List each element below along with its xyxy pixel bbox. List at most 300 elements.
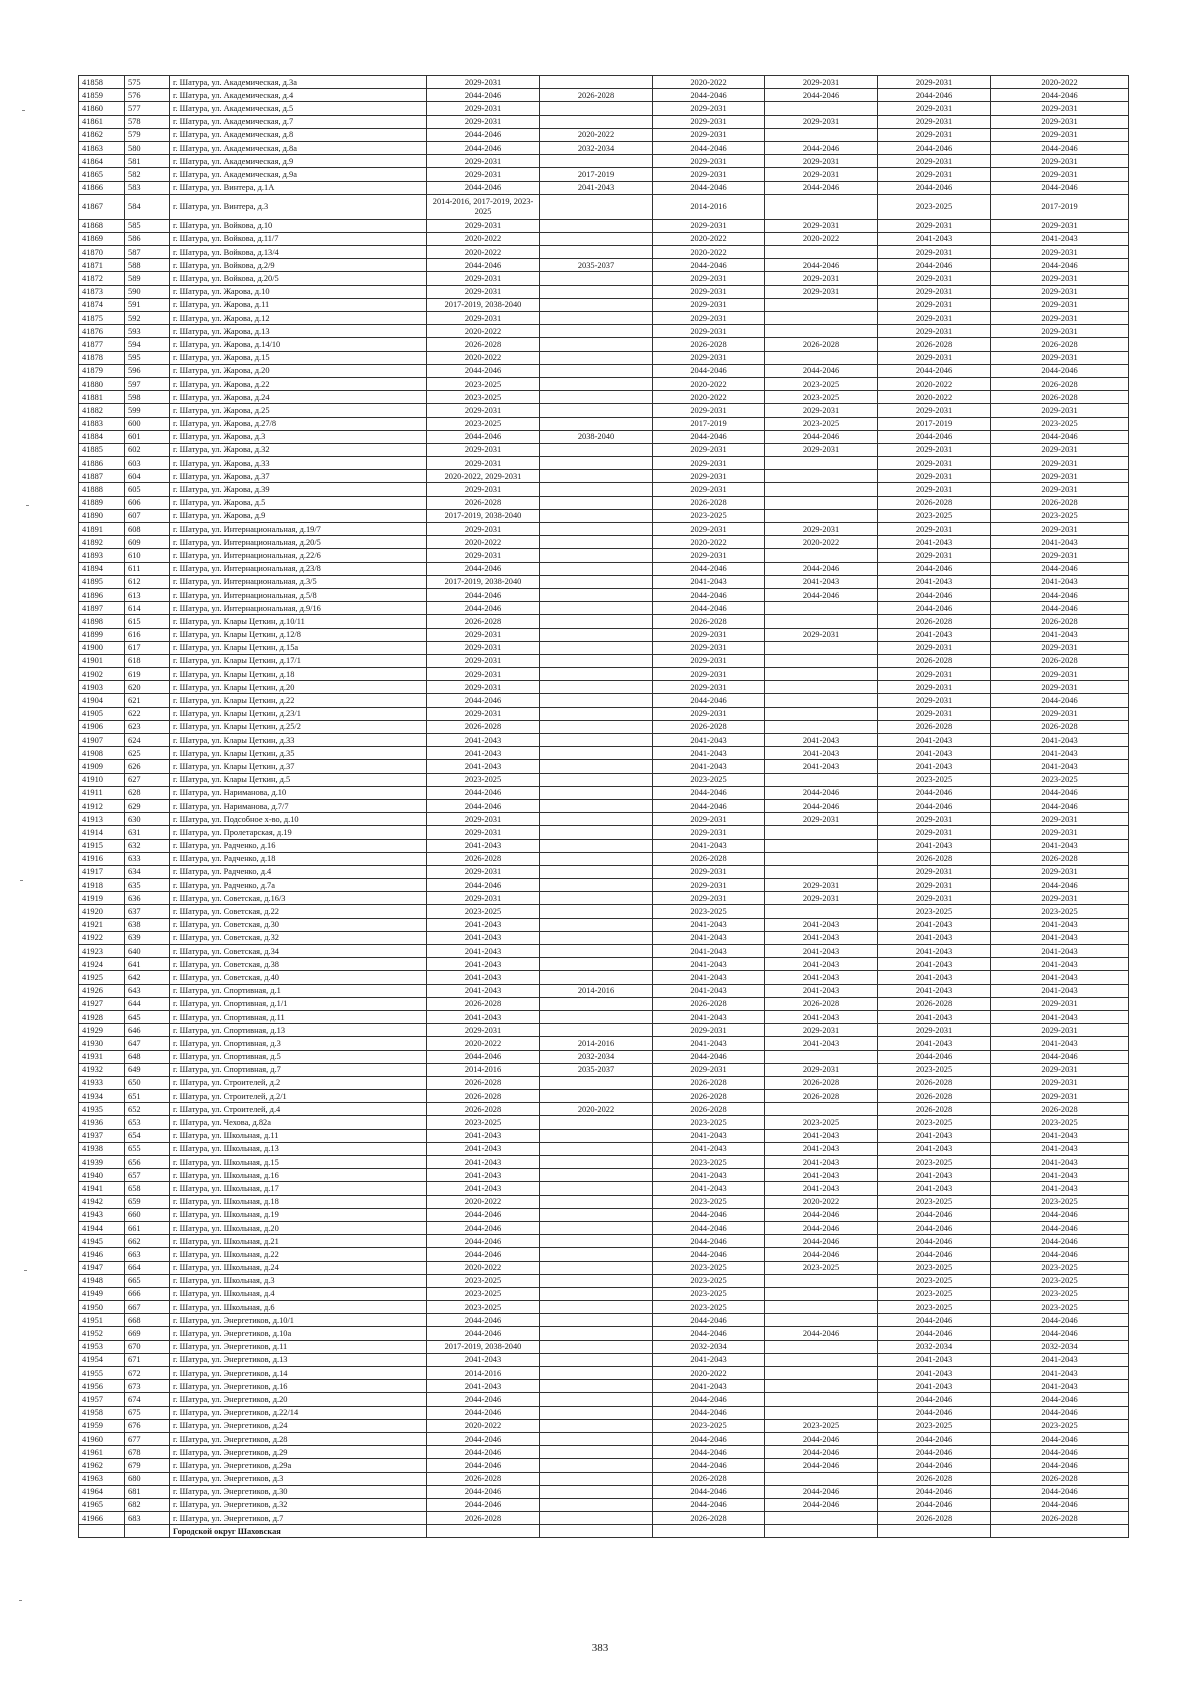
row-id-cell: 41931 bbox=[79, 1050, 125, 1063]
period-1-cell: 2029-2031 bbox=[427, 707, 540, 720]
period-3-cell: 2029-2031 bbox=[653, 351, 765, 364]
row-id-cell: 41907 bbox=[79, 734, 125, 747]
period-4-cell: 2023-2025 bbox=[765, 417, 878, 430]
period-5-cell: 2029-2031 bbox=[878, 443, 991, 456]
period-6-cell: 2041-2043 bbox=[991, 1142, 1129, 1155]
period-2-cell bbox=[540, 457, 653, 470]
period-2-cell bbox=[540, 1525, 653, 1538]
period-5-cell: 2029-2031 bbox=[878, 115, 991, 128]
row-number-cell: 650 bbox=[125, 1076, 170, 1089]
row-id-cell: 41895 bbox=[79, 575, 125, 588]
table-row bbox=[79, 457, 1129, 470]
period-6-cell: 2026-2028 bbox=[991, 377, 1129, 390]
row-number-cell: 577 bbox=[125, 102, 170, 115]
period-1-cell: 2044-2046 bbox=[427, 1235, 540, 1248]
period-2-cell bbox=[540, 404, 653, 417]
period-4-cell bbox=[765, 826, 878, 839]
period-3-cell: 2044-2046 bbox=[653, 1432, 765, 1445]
period-4-cell bbox=[765, 1367, 878, 1380]
row-id-cell: 41871 bbox=[79, 259, 125, 272]
period-6-cell: 2026-2028 bbox=[991, 1512, 1129, 1525]
row-number-cell: 601 bbox=[125, 430, 170, 443]
period-5-cell: 2041-2043 bbox=[878, 1367, 991, 1380]
period-5-cell: 2023-2025 bbox=[878, 1287, 991, 1300]
row-id-cell: 41884 bbox=[79, 430, 125, 443]
period-4-cell: 2029-2031 bbox=[765, 443, 878, 456]
period-4-cell: 2029-2031 bbox=[765, 813, 878, 826]
row-number-cell: 589 bbox=[125, 272, 170, 285]
table-row bbox=[79, 1235, 1129, 1248]
period-2-cell bbox=[540, 325, 653, 338]
period-6-cell: 2041-2043 bbox=[991, 1353, 1129, 1366]
row-number-cell: 678 bbox=[125, 1446, 170, 1459]
period-2-cell bbox=[540, 1498, 653, 1511]
row-id-cell: 41958 bbox=[79, 1406, 125, 1419]
period-6-cell: 2044-2046 bbox=[991, 562, 1129, 575]
row-id-cell: 41898 bbox=[79, 615, 125, 628]
period-4-cell: 2029-2031 bbox=[765, 892, 878, 905]
period-4-cell bbox=[765, 773, 878, 786]
row-id-cell: 41947 bbox=[79, 1261, 125, 1274]
period-5-cell: 2044-2046 bbox=[878, 1498, 991, 1511]
period-3-cell: 2029-2031 bbox=[653, 1024, 765, 1037]
period-4-cell bbox=[765, 905, 878, 918]
period-5-cell: 2044-2046 bbox=[878, 1050, 991, 1063]
period-4-cell bbox=[765, 496, 878, 509]
period-5-cell: 2029-2031 bbox=[878, 128, 991, 141]
table-row bbox=[79, 1208, 1129, 1221]
address-cell: г. Шатура, ул. Спортивная, д.1/1 bbox=[170, 997, 427, 1010]
row-id-cell: 41909 bbox=[79, 760, 125, 773]
period-5-cell: 2044-2046 bbox=[878, 1235, 991, 1248]
address-cell: г. Шатура, ул. Спортивная, д.11 bbox=[170, 1010, 427, 1023]
address-cell: г. Шатура, ул. Энергетиков, д.29 bbox=[170, 1446, 427, 1459]
period-1-cell: 2041-2043 bbox=[427, 1010, 540, 1023]
row-id-cell: 41873 bbox=[79, 285, 125, 298]
period-2-cell bbox=[540, 1248, 653, 1261]
period-3-cell: 2044-2046 bbox=[653, 1208, 765, 1221]
period-6-cell: 2041-2043 bbox=[991, 536, 1129, 549]
table-row bbox=[79, 536, 1129, 549]
row-id-cell: 41860 bbox=[79, 102, 125, 115]
table-row bbox=[79, 1116, 1129, 1129]
period-1-cell: 2029-2031 bbox=[427, 654, 540, 667]
row-number-cell: 643 bbox=[125, 984, 170, 997]
row-number-cell: 649 bbox=[125, 1063, 170, 1076]
scan-mark bbox=[22, 110, 25, 111]
period-3-cell: 2041-2043 bbox=[653, 931, 765, 944]
period-1-cell: 2029-2031 bbox=[427, 523, 540, 536]
period-5-cell: 2044-2046 bbox=[878, 602, 991, 615]
table-row bbox=[79, 232, 1129, 245]
period-5-cell: 2026-2028 bbox=[878, 496, 991, 509]
row-id-cell: 41868 bbox=[79, 219, 125, 232]
period-6-cell: 2041-2043 bbox=[991, 760, 1129, 773]
row-id-cell: 41930 bbox=[79, 1037, 125, 1050]
row-id-cell: 41919 bbox=[79, 892, 125, 905]
period-2-cell bbox=[540, 786, 653, 799]
period-2-cell: 2020-2022 bbox=[540, 128, 653, 141]
row-id-cell: 41940 bbox=[79, 1169, 125, 1182]
period-6-cell: 2044-2046 bbox=[991, 89, 1129, 102]
period-4-cell: 2041-2043 bbox=[765, 747, 878, 760]
period-4-cell: 2041-2043 bbox=[765, 760, 878, 773]
table-row bbox=[79, 312, 1129, 325]
row-number-cell: 590 bbox=[125, 285, 170, 298]
period-5-cell: 2029-2031 bbox=[878, 879, 991, 892]
period-2-cell bbox=[540, 773, 653, 786]
row-number-cell: 635 bbox=[125, 879, 170, 892]
period-3-cell: 2044-2046 bbox=[653, 1446, 765, 1459]
row-number-cell: 585 bbox=[125, 219, 170, 232]
period-3-cell: 2029-2031 bbox=[653, 826, 765, 839]
period-6-cell: 2023-2025 bbox=[991, 1419, 1129, 1432]
period-3-cell: 2029-2031 bbox=[653, 457, 765, 470]
period-1-cell: 2017-2019, 2038-2040 bbox=[427, 298, 540, 311]
period-3-cell: 2044-2046 bbox=[653, 89, 765, 102]
period-3-cell: 2029-2031 bbox=[653, 879, 765, 892]
period-4-cell: 2023-2025 bbox=[765, 377, 878, 390]
table-row bbox=[79, 997, 1129, 1010]
row-id-cell: 41889 bbox=[79, 496, 125, 509]
period-1-cell: 2044-2046 bbox=[427, 430, 540, 443]
row-number-cell: 658 bbox=[125, 1182, 170, 1195]
period-6-cell: 2041-2043 bbox=[991, 1367, 1129, 1380]
row-number-cell: 674 bbox=[125, 1393, 170, 1406]
period-1-cell: 2029-2031 bbox=[427, 681, 540, 694]
row-id-cell: 41862 bbox=[79, 128, 125, 141]
period-5-cell: 2044-2046 bbox=[878, 1314, 991, 1327]
period-4-cell: 2044-2046 bbox=[765, 1208, 878, 1221]
period-3-cell: 2029-2031 bbox=[653, 641, 765, 654]
period-3-cell: 2029-2031 bbox=[653, 865, 765, 878]
table-row bbox=[79, 588, 1129, 601]
period-3-cell: 2041-2043 bbox=[653, 1380, 765, 1393]
period-3-cell: 2020-2022 bbox=[653, 76, 765, 89]
address-cell: г. Шатура, ул. Советская, д.16/3 bbox=[170, 892, 427, 905]
row-number-cell: 576 bbox=[125, 89, 170, 102]
period-6-cell: 2041-2043 bbox=[991, 628, 1129, 641]
period-1-cell: 2044-2046 bbox=[427, 89, 540, 102]
period-4-cell bbox=[765, 1353, 878, 1366]
period-6-cell: 2044-2046 bbox=[991, 141, 1129, 154]
period-4-cell bbox=[765, 852, 878, 865]
period-1-cell: 2014-2016, 2017-2019, 2023-2025 bbox=[427, 194, 540, 219]
row-id-cell: 41872 bbox=[79, 272, 125, 285]
period-5-cell: 2044-2046 bbox=[878, 141, 991, 154]
period-3-cell: 2041-2043 bbox=[653, 839, 765, 852]
period-2-cell bbox=[540, 364, 653, 377]
table-row bbox=[79, 707, 1129, 720]
address-cell: г. Шатура, ул. Энергетиков, д.13 bbox=[170, 1353, 427, 1366]
table-row bbox=[79, 76, 1129, 89]
address-cell: г. Шатура, ул. Строителей, д.4 bbox=[170, 1103, 427, 1116]
period-4-cell bbox=[765, 1472, 878, 1485]
period-4-cell: 2041-2043 bbox=[765, 1182, 878, 1195]
row-number-cell: 633 bbox=[125, 852, 170, 865]
address-cell: г. Шатура, ул. Энергетиков, д.24 bbox=[170, 1419, 427, 1432]
table-row bbox=[79, 575, 1129, 588]
period-1-cell: 2029-2031 bbox=[427, 76, 540, 89]
period-4-cell bbox=[765, 1301, 878, 1314]
table-row bbox=[79, 562, 1129, 575]
period-6-cell: 2029-2031 bbox=[991, 457, 1129, 470]
address-cell: г. Шатура, ул. Школьная, д.22 bbox=[170, 1248, 427, 1261]
period-2-cell bbox=[540, 1274, 653, 1287]
table-row bbox=[79, 1010, 1129, 1023]
period-6-cell: 2029-2031 bbox=[991, 483, 1129, 496]
period-3-cell: 2023-2025 bbox=[653, 1156, 765, 1169]
period-3-cell: 2044-2046 bbox=[653, 141, 765, 154]
period-3-cell: 2041-2043 bbox=[653, 1142, 765, 1155]
period-4-cell bbox=[765, 839, 878, 852]
period-3-cell: 2044-2046 bbox=[653, 1050, 765, 1063]
period-6-cell: 2044-2046 bbox=[991, 1446, 1129, 1459]
period-3-cell: 2029-2031 bbox=[653, 155, 765, 168]
period-2-cell bbox=[540, 536, 653, 549]
period-5-cell: 2029-2031 bbox=[878, 312, 991, 325]
period-6-cell: 2044-2046 bbox=[991, 1050, 1129, 1063]
row-id-cell: 41956 bbox=[79, 1380, 125, 1393]
row-number-cell: 682 bbox=[125, 1498, 170, 1511]
period-3-cell: 2041-2043 bbox=[653, 1182, 765, 1195]
address-cell: г. Шатура, ул. Советская, д.22 bbox=[170, 905, 427, 918]
address-cell: г. Шатура, ул. Спортивная, д.13 bbox=[170, 1024, 427, 1037]
period-4-cell bbox=[765, 707, 878, 720]
period-2-cell bbox=[540, 641, 653, 654]
table-row bbox=[79, 1406, 1129, 1419]
row-number-cell: 657 bbox=[125, 1169, 170, 1182]
period-4-cell: 2029-2031 bbox=[765, 115, 878, 128]
period-2-cell bbox=[540, 194, 653, 219]
period-5-cell: 2026-2028 bbox=[878, 1472, 991, 1485]
row-id-cell: 41880 bbox=[79, 377, 125, 390]
period-5-cell: 2029-2031 bbox=[878, 707, 991, 720]
row-id-cell: 41935 bbox=[79, 1103, 125, 1116]
address-cell: г. Шатура, ул. Интернациональная, д.9/16 bbox=[170, 602, 427, 615]
table-row bbox=[79, 443, 1129, 456]
row-number-cell: 596 bbox=[125, 364, 170, 377]
period-2-cell bbox=[540, 470, 653, 483]
period-2-cell bbox=[540, 1261, 653, 1274]
address-cell: г. Шатура, ул. Войкова, д.20/5 bbox=[170, 272, 427, 285]
period-3-cell: 2044-2046 bbox=[653, 602, 765, 615]
address-cell: г. Шатура, ул. Винтера, д.3 bbox=[170, 194, 427, 219]
period-2-cell bbox=[540, 1116, 653, 1129]
period-1-cell: 2044-2046 bbox=[427, 588, 540, 601]
row-id-cell: 41883 bbox=[79, 417, 125, 430]
row-number-cell: 634 bbox=[125, 865, 170, 878]
address-cell: г. Шатура, ул. Интернациональная, д.22/6 bbox=[170, 549, 427, 562]
period-1-cell: 2029-2031 bbox=[427, 892, 540, 905]
scan-mark bbox=[24, 1270, 27, 1271]
period-4-cell bbox=[765, 470, 878, 483]
row-id-cell: 41945 bbox=[79, 1235, 125, 1248]
period-5-cell: 2029-2031 bbox=[878, 1024, 991, 1037]
row-number-cell: 666 bbox=[125, 1287, 170, 1300]
period-6-cell: 2026-2028 bbox=[991, 338, 1129, 351]
period-6-cell: 2026-2028 bbox=[991, 391, 1129, 404]
table-row bbox=[79, 168, 1129, 181]
period-5-cell: 2044-2046 bbox=[878, 1485, 991, 1498]
address-cell: г. Шатура, ул. Советская, д.30 bbox=[170, 918, 427, 931]
period-5-cell: 2029-2031 bbox=[878, 813, 991, 826]
table-row bbox=[79, 892, 1129, 905]
period-1-cell: 2044-2046 bbox=[427, 1314, 540, 1327]
period-3-cell: 2041-2043 bbox=[653, 747, 765, 760]
table-row bbox=[79, 628, 1129, 641]
row-number-cell: 638 bbox=[125, 918, 170, 931]
period-5-cell: 2026-2028 bbox=[878, 997, 991, 1010]
row-id-cell: 41962 bbox=[79, 1459, 125, 1472]
period-6-cell: 2026-2028 bbox=[991, 496, 1129, 509]
period-4-cell: 2044-2046 bbox=[765, 259, 878, 272]
period-3-cell: 2041-2043 bbox=[653, 734, 765, 747]
period-6-cell: 2044-2046 bbox=[991, 1314, 1129, 1327]
period-5-cell: 2029-2031 bbox=[878, 826, 991, 839]
period-2-cell bbox=[540, 1195, 653, 1208]
row-number-cell: 598 bbox=[125, 391, 170, 404]
row-number-cell: 663 bbox=[125, 1248, 170, 1261]
period-6-cell: 2041-2043 bbox=[991, 1010, 1129, 1023]
period-6-cell: 2029-2031 bbox=[991, 997, 1129, 1010]
period-4-cell: 2020-2022 bbox=[765, 536, 878, 549]
row-number-cell: 603 bbox=[125, 457, 170, 470]
period-6-cell: 2026-2028 bbox=[991, 720, 1129, 733]
repair-schedule-table bbox=[78, 75, 1129, 1538]
period-1-cell: 2020-2022 bbox=[427, 325, 540, 338]
period-1-cell: 2041-2043 bbox=[427, 971, 540, 984]
period-2-cell: 2032-2034 bbox=[540, 141, 653, 154]
period-5-cell: 2029-2031 bbox=[878, 892, 991, 905]
row-number-cell: 681 bbox=[125, 1485, 170, 1498]
period-6-cell: 2029-2031 bbox=[991, 285, 1129, 298]
table-row bbox=[79, 259, 1129, 272]
period-2-cell bbox=[540, 971, 653, 984]
period-1-cell: 2023-2025 bbox=[427, 417, 540, 430]
row-number-cell: 612 bbox=[125, 575, 170, 588]
table-row bbox=[79, 1512, 1129, 1525]
address-cell: г. Шатура, ул. Школьная, д.19 bbox=[170, 1208, 427, 1221]
row-number-cell: 609 bbox=[125, 536, 170, 549]
table-row bbox=[79, 1327, 1129, 1340]
period-1-cell: 2029-2031 bbox=[427, 668, 540, 681]
row-id-cell: 41914 bbox=[79, 826, 125, 839]
table-row bbox=[79, 694, 1129, 707]
period-2-cell bbox=[540, 1327, 653, 1340]
period-4-cell bbox=[765, 509, 878, 522]
period-6-cell: 2044-2046 bbox=[991, 1208, 1129, 1221]
period-1-cell: 2044-2046 bbox=[427, 1248, 540, 1261]
period-1-cell: 2026-2028 bbox=[427, 1512, 540, 1525]
period-3-cell: 2044-2046 bbox=[653, 1406, 765, 1419]
period-2-cell bbox=[540, 417, 653, 430]
period-6-cell: 2029-2031 bbox=[991, 641, 1129, 654]
address-cell: г. Шатура, ул. Интернациональная, д.3/5 bbox=[170, 575, 427, 588]
period-4-cell bbox=[765, 1103, 878, 1116]
period-5-cell: 2020-2022 bbox=[878, 377, 991, 390]
period-1-cell: 2026-2028 bbox=[427, 1090, 540, 1103]
period-3-cell: 2023-2025 bbox=[653, 905, 765, 918]
address-cell: г. Шатура, ул. Клары Цеткин, д.33 bbox=[170, 734, 427, 747]
period-6-cell: 2023-2025 bbox=[991, 509, 1129, 522]
period-1-cell: 2041-2043 bbox=[427, 734, 540, 747]
period-6-cell: 2023-2025 bbox=[991, 1261, 1129, 1274]
period-2-cell: 2014-2016 bbox=[540, 984, 653, 997]
period-5-cell: 2041-2043 bbox=[878, 1010, 991, 1023]
period-5-cell: 2029-2031 bbox=[878, 168, 991, 181]
period-3-cell: 2029-2031 bbox=[653, 298, 765, 311]
address-cell: г. Шатура, ул. Школьная, д.13 bbox=[170, 1142, 427, 1155]
row-number-cell: 622 bbox=[125, 707, 170, 720]
table-row bbox=[79, 325, 1129, 338]
period-4-cell: 2044-2046 bbox=[765, 181, 878, 194]
period-3-cell: 2041-2043 bbox=[653, 1353, 765, 1366]
period-2-cell bbox=[540, 1367, 653, 1380]
period-3-cell: 2041-2043 bbox=[653, 958, 765, 971]
table-row bbox=[79, 1274, 1129, 1287]
table-row bbox=[79, 1340, 1129, 1353]
table-row bbox=[79, 1367, 1129, 1380]
period-6-cell: 2044-2046 bbox=[991, 181, 1129, 194]
period-1-cell: 2026-2028 bbox=[427, 338, 540, 351]
address-cell: г. Шатура, ул. Жарова, д.3 bbox=[170, 430, 427, 443]
row-number-cell: 591 bbox=[125, 298, 170, 311]
period-6-cell: 2044-2046 bbox=[991, 1248, 1129, 1261]
row-id-cell: 41885 bbox=[79, 443, 125, 456]
table-row bbox=[79, 615, 1129, 628]
period-4-cell: 2041-2043 bbox=[765, 1169, 878, 1182]
period-6-cell: 2023-2025 bbox=[991, 417, 1129, 430]
period-5-cell: 2041-2043 bbox=[878, 931, 991, 944]
period-6-cell: 2029-2031 bbox=[991, 1076, 1129, 1089]
period-4-cell: 2041-2043 bbox=[765, 958, 878, 971]
row-number-cell: 648 bbox=[125, 1050, 170, 1063]
row-number-cell: 651 bbox=[125, 1090, 170, 1103]
address-cell: г. Шатура, ул. Пролетарская, д.19 bbox=[170, 826, 427, 839]
period-4-cell: 2041-2043 bbox=[765, 575, 878, 588]
period-6-cell: 2026-2028 bbox=[991, 1103, 1129, 1116]
period-3-cell: 2044-2046 bbox=[653, 786, 765, 799]
table-row bbox=[79, 391, 1129, 404]
period-2-cell bbox=[540, 997, 653, 1010]
table-row bbox=[79, 128, 1129, 141]
period-1-cell: 2026-2028 bbox=[427, 997, 540, 1010]
period-3-cell: 2044-2046 bbox=[653, 1248, 765, 1261]
period-4-cell: 2029-2031 bbox=[765, 272, 878, 285]
period-3-cell: 2023-2025 bbox=[653, 1287, 765, 1300]
table-row bbox=[79, 747, 1129, 760]
period-4-cell: 2044-2046 bbox=[765, 1432, 878, 1445]
period-6-cell: 2029-2031 bbox=[991, 443, 1129, 456]
row-id-cell: 41874 bbox=[79, 298, 125, 311]
period-1-cell: 2029-2031 bbox=[427, 404, 540, 417]
row-id-cell: 41964 bbox=[79, 1485, 125, 1498]
address-cell: г. Шатура, ул. Энергетиков, д.3 bbox=[170, 1472, 427, 1485]
address-cell: г. Шатура, ул. Винтера, д.1А bbox=[170, 181, 427, 194]
row-id-cell: 41951 bbox=[79, 1314, 125, 1327]
period-6-cell: 2026-2028 bbox=[991, 615, 1129, 628]
period-1-cell: 2014-2016 bbox=[427, 1367, 540, 1380]
period-3-cell: 2026-2028 bbox=[653, 852, 765, 865]
address-cell: г. Шатура, ул. Энергетиков, д.14 bbox=[170, 1367, 427, 1380]
period-4-cell: 2026-2028 bbox=[765, 338, 878, 351]
period-3-cell: 2029-2031 bbox=[653, 1063, 765, 1076]
period-1-cell: 2020-2022 bbox=[427, 1261, 540, 1274]
period-6-cell: 2041-2043 bbox=[991, 747, 1129, 760]
period-6-cell: 2029-2031 bbox=[991, 246, 1129, 259]
period-5-cell: 2041-2043 bbox=[878, 1182, 991, 1195]
